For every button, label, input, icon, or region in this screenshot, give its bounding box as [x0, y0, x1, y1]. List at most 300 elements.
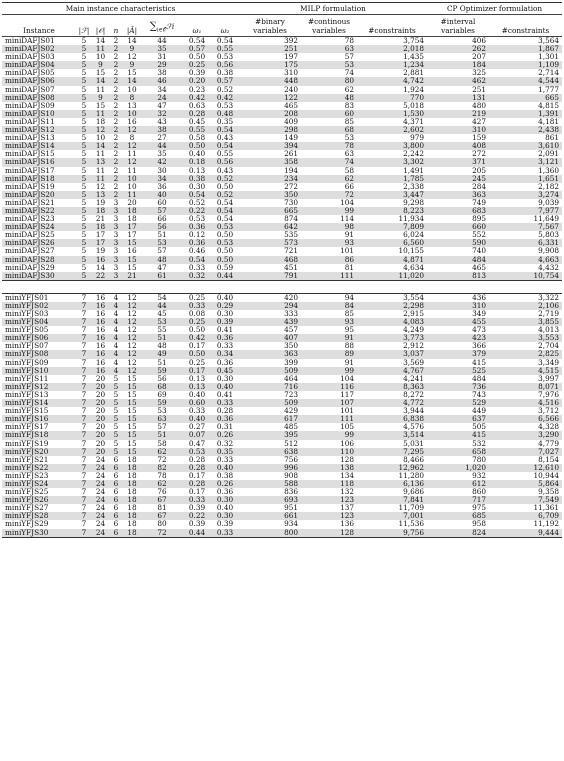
instance-name: miniYFJS19 [5, 439, 49, 448]
w2-value: 0.39 [211, 318, 239, 326]
F-count: 5 [76, 77, 92, 85]
instance-name: miniDAFJS15 [5, 150, 55, 159]
w1-value: 0.39 [188, 520, 206, 529]
O-count: 18 [95, 117, 106, 126]
interval-variables: 415 [427, 431, 489, 439]
w1-value: 0.57 [183, 45, 211, 53]
binary-variables: 451 [284, 263, 299, 272]
A-count: 10 [127, 182, 137, 191]
milp-constraints: 12,962 [357, 464, 427, 472]
sum-F: 81 [157, 504, 167, 513]
A-count: 18 [127, 471, 137, 480]
A-count: 9 [123, 61, 141, 69]
yfjs-section [2, 293, 562, 537]
n-value: 2 [109, 61, 123, 69]
w1-value: 0.33 [188, 407, 206, 416]
O-count: 22 [92, 272, 109, 281]
w2-value: 0.55 [216, 150, 234, 159]
instance-name: miniYFJS20 [2, 448, 76, 456]
continuous-variables: 95 [344, 326, 355, 335]
A-count: 10 [123, 110, 141, 118]
continuous-variables: 123 [301, 512, 357, 520]
w2-value: 0.36 [216, 488, 234, 497]
cp-constraints: 1,109 [489, 61, 562, 69]
w2-value: 0.33 [211, 529, 239, 538]
table-row [2, 77, 562, 85]
milp-constraints: 3,944 [403, 407, 425, 416]
n-value: 4 [113, 342, 119, 351]
sum-F: 29 [141, 61, 183, 69]
A-count: 16 [127, 117, 137, 126]
w2-value: 0.28 [216, 407, 234, 416]
w1-value: 0.39 [188, 69, 206, 78]
sum-F: 45 [157, 310, 167, 318]
F-count: 7 [81, 504, 87, 513]
w2-value: 0.52 [211, 175, 239, 183]
col-w2-label: ω₂ [220, 25, 230, 35]
cp-constraints: 7,027 [489, 448, 562, 456]
sum-F: 80 [157, 520, 167, 529]
F-count: 5 [81, 198, 87, 207]
O-count: 9 [92, 94, 109, 102]
A-count: 12 [123, 126, 141, 134]
cp-constraints: 7,567 [489, 223, 562, 231]
instance-name: miniYFJS30 [2, 529, 76, 538]
F-count: 7 [76, 334, 92, 342]
milp-constraints: 3,514 [357, 431, 427, 439]
w2-value: 0.56 [211, 158, 239, 166]
A-count: 15 [123, 383, 141, 391]
w1-value: 0.53 [183, 448, 211, 456]
interval-variables: 205 [472, 166, 487, 175]
O-count: 24 [92, 480, 109, 488]
continuous-variables: 99 [301, 431, 357, 439]
interval-variables: 415 [472, 358, 487, 367]
col-binary-variables [239, 15, 301, 37]
table-row [2, 472, 562, 480]
sum-F: 43 [157, 117, 167, 126]
cp-constraints: 6,331 [489, 239, 562, 247]
continuous-variables: 93 [301, 239, 357, 247]
F-count: 7 [81, 326, 87, 335]
interval-variables: 349 [472, 310, 487, 318]
A-count: 11 [127, 150, 137, 159]
binary-variables: 642 [239, 223, 301, 231]
instance-name: miniYFJS23 [5, 471, 49, 480]
instance-name: miniYFJS04 [2, 318, 76, 326]
cp-constraints: 3,997 [538, 374, 560, 383]
O-count: 18 [92, 223, 109, 231]
w2-value: 0.40 [211, 464, 239, 472]
milp-constraints: 8,466 [403, 455, 425, 464]
F-count: 7 [81, 471, 87, 480]
cp-constraints: 4,013 [538, 326, 560, 335]
F-count: 5 [81, 231, 87, 240]
continuous-variables: 68 [301, 126, 357, 134]
A-count: 18 [127, 215, 137, 224]
w2-value: 0.50 [216, 247, 234, 256]
cp-constraints: 5,803 [538, 231, 560, 240]
O-count: 20 [95, 407, 106, 416]
interval-variables: 366 [472, 342, 487, 351]
continuous-variables: 99 [301, 207, 357, 215]
A-count: 18 [123, 464, 141, 472]
continuous-variables: 114 [340, 215, 355, 224]
interval-variables: 207 [472, 53, 487, 62]
w1-value: 0.25 [183, 61, 211, 69]
continuous-variables: 60 [301, 110, 357, 118]
A-count: 12 [127, 310, 137, 318]
col-O-label: |𝒪| [95, 25, 106, 35]
table-row [2, 102, 562, 110]
milp-constraints: 1,234 [357, 61, 427, 69]
milp-constraints: 3,754 [403, 36, 425, 45]
w2-value: 0.54 [211, 142, 239, 150]
n-value: 5 [109, 383, 123, 391]
n-value: 3 [113, 263, 119, 272]
n-value: 5 [113, 423, 119, 432]
continuous-variables: 62 [301, 175, 357, 183]
interval-variables: 743 [472, 390, 487, 399]
cont-vars-line2: variables [312, 25, 346, 35]
w2-value: 0.34 [211, 350, 239, 358]
w2-value: 0.31 [216, 423, 234, 432]
group-header-milp: MILP formulation [239, 3, 427, 15]
instance-name: miniYFJS18 [2, 431, 76, 439]
continuous-variables: 118 [301, 480, 357, 488]
O-count: 11 [92, 175, 109, 183]
F-count: 7 [76, 464, 92, 472]
F-count: 5 [76, 239, 92, 247]
interval-variables: 480 [472, 101, 487, 110]
sum-F: 62 [141, 480, 183, 488]
table-header [2, 3, 562, 37]
binary-variables: 197 [284, 53, 299, 62]
w2-value: 0.52 [216, 85, 234, 94]
milp-constraints: 10,155 [398, 247, 425, 256]
n-value: 3 [109, 223, 123, 231]
continuous-variables: 85 [344, 310, 355, 318]
binary-variables: 509 [239, 367, 301, 375]
w1-value: 0.50 [188, 53, 206, 62]
milp-constraints: 8,223 [357, 207, 427, 215]
n-value: 2 [109, 126, 123, 134]
F-count: 7 [81, 374, 87, 383]
milp-constraints: 770 [357, 94, 427, 102]
milp-constraints: 1,491 [403, 166, 425, 175]
table-row [2, 375, 562, 383]
continuous-variables: 123 [301, 496, 357, 504]
sum-F: 69 [157, 390, 167, 399]
table-row [2, 464, 562, 472]
table-row [2, 158, 562, 166]
sum-F: 82 [141, 464, 183, 472]
interval-vars-line1: #interval [440, 17, 476, 27]
col-A-label: |Â| [126, 25, 138, 35]
A-count: 17 [127, 231, 137, 240]
A-count: 18 [127, 455, 137, 464]
table-row [2, 134, 562, 142]
cp-constraints: 3,322 [538, 293, 560, 302]
interval-variables: 683 [427, 207, 489, 215]
w2-value: 0.32 [216, 439, 234, 448]
milp-constraints: 7,001 [357, 512, 427, 520]
binary-variables: 464 [284, 374, 299, 383]
binary-variables: 661 [239, 512, 301, 520]
A-count: 15 [127, 390, 137, 399]
interval-variables: 465 [472, 263, 487, 272]
O-count: 20 [95, 423, 106, 432]
O-count: 24 [92, 512, 109, 520]
sum-F: 57 [157, 247, 167, 256]
sum-F: 51 [141, 431, 183, 439]
O-count: 10 [95, 134, 106, 143]
milp-constraints: 2,298 [357, 302, 427, 310]
table-row [2, 110, 562, 118]
instance-name: miniDAFJS26 [2, 239, 76, 247]
O-count: 24 [95, 471, 106, 480]
A-count: 15 [127, 439, 137, 448]
col-constraints-cp: #constraints [489, 15, 562, 37]
F-count: 7 [81, 358, 87, 367]
cp-constraints: 2,091 [538, 150, 560, 159]
interval-variables: 525 [427, 367, 489, 375]
F-count: 5 [76, 223, 92, 231]
n-value: 6 [113, 455, 119, 464]
sum-F: 60 [157, 198, 167, 207]
table-row [2, 293, 562, 302]
instance-name: miniYFJS13 [5, 390, 49, 399]
w1-value: 0.63 [188, 101, 206, 110]
A-count: 15 [127, 374, 137, 383]
n-value: 5 [109, 415, 123, 423]
F-count: 5 [76, 256, 92, 264]
interval-variables: 658 [427, 448, 489, 456]
instance-name: miniDAFJS19 [5, 182, 55, 191]
w2-value: 0.33 [216, 455, 234, 464]
w2-value: 0.54 [211, 207, 239, 215]
group-header-cp: CP Optimizer formulation [427, 3, 562, 15]
F-count: 5 [81, 215, 87, 224]
A-count: 15 [127, 263, 137, 272]
instance-name: miniDAFJS12 [2, 126, 76, 134]
A-count: 11 [127, 166, 137, 175]
cp-constraints: 7,976 [538, 390, 560, 399]
table-row [2, 504, 562, 512]
A-count: 15 [123, 448, 141, 456]
binary-variables: 934 [284, 520, 299, 529]
n-value: 3 [109, 272, 123, 281]
F-count: 5 [81, 69, 87, 78]
n-value: 2 [113, 85, 119, 94]
table-row [2, 215, 562, 223]
O-count: 16 [92, 302, 109, 310]
continuous-variables: 88 [344, 342, 355, 351]
w1-value: 0.18 [183, 158, 211, 166]
sum-F: 27 [157, 134, 167, 143]
interval-variables: 436 [472, 293, 487, 302]
w1-value: 0.54 [183, 256, 211, 264]
O-count: 11 [95, 85, 106, 94]
continuous-variables: 101 [340, 407, 355, 416]
binary-variables: 665 [239, 207, 301, 215]
cp-constraints: 10,944 [533, 471, 560, 480]
table-row [2, 272, 562, 281]
cp-constraints: 3,290 [489, 431, 562, 439]
continuous-variables: 137 [340, 504, 355, 513]
dafjs-section [2, 37, 562, 281]
interval-variables: 310 [427, 302, 489, 310]
instance-name: miniYFJS21 [5, 455, 49, 464]
sum-symbol: ∑ [149, 21, 157, 33]
sum-F: 66 [157, 215, 167, 224]
w1-value: 0.55 [183, 126, 211, 134]
milp-constraints: 979 [410, 134, 425, 143]
n-value: 5 [113, 374, 119, 383]
binary-variables: 395 [239, 431, 301, 439]
n-value: 2 [109, 45, 123, 53]
F-count: 5 [76, 94, 92, 102]
F-count: 7 [81, 520, 87, 529]
continuous-variables: 72 [301, 191, 357, 199]
continuous-variables: 134 [340, 471, 355, 480]
continuous-variables: 58 [344, 166, 355, 175]
milp-constraints: 1,924 [403, 85, 425, 94]
n-value: 5 [109, 431, 123, 439]
w1-value: 0.13 [188, 166, 206, 175]
w1-value: 0.12 [188, 231, 206, 240]
n-value: 4 [109, 318, 123, 326]
F-count: 5 [81, 117, 87, 126]
col-continuous-variables [301, 15, 357, 37]
milp-constraints: 7,809 [357, 223, 427, 231]
cp-constraints: 3,855 [489, 318, 562, 326]
table-row [2, 86, 562, 94]
separator-rule [2, 280, 562, 293]
interval-variables: 131 [427, 94, 489, 102]
O-count: 11 [92, 110, 109, 118]
interval-variables: 484 [472, 374, 487, 383]
n-value: 3 [113, 231, 119, 240]
col-w1-label: ω₁ [192, 25, 202, 35]
O-count: 16 [92, 350, 109, 358]
instance-name: miniYFJS12 [2, 383, 76, 391]
w2-value: 0.30 [211, 496, 239, 504]
F-count: 5 [81, 166, 87, 175]
A-count: 12 [123, 334, 141, 342]
instance-name: miniYFJS11 [5, 374, 49, 383]
interval-variables: 612 [427, 480, 489, 488]
A-count: 20 [127, 198, 137, 207]
n-value: 6 [113, 520, 119, 529]
table-row [2, 302, 562, 310]
w2-value: 0.44 [211, 272, 239, 281]
table-row [2, 207, 562, 215]
instance-name: miniDAFJS07 [5, 85, 55, 94]
w2-value: 0.43 [216, 134, 234, 143]
cp-constraints: 7,977 [489, 207, 562, 215]
instance-name: miniDAFJS04 [2, 61, 76, 69]
table-row [2, 239, 562, 247]
table-row [2, 456, 562, 464]
sum-F: 56 [157, 374, 167, 383]
sum-F: 32 [141, 110, 183, 118]
interval-variables: 685 [427, 512, 489, 520]
binary-variables: 399 [284, 358, 299, 367]
cp-constraints: 8,071 [489, 383, 562, 391]
milp-constraints: 1,530 [357, 110, 427, 118]
instance-name: miniYFJS07 [5, 342, 49, 351]
instance-name: miniDAFJS05 [5, 69, 55, 78]
cp-constraints: 9,908 [538, 247, 560, 256]
F-count: 5 [76, 158, 92, 166]
instance-name: miniDAFJS29 [5, 263, 55, 272]
interval-variables: 958 [472, 520, 487, 529]
w1-value: 0.30 [188, 182, 206, 191]
binary-variables: 298 [239, 126, 301, 134]
milp-constraints: 1,435 [403, 53, 425, 62]
A-count: 12 [123, 350, 141, 358]
w2-value: 0.33 [211, 399, 239, 407]
n-value: 6 [113, 504, 119, 513]
continuous-variables: 110 [301, 448, 357, 456]
milp-constraints: 6,560 [357, 239, 427, 247]
O-count: 20 [95, 439, 106, 448]
continuous-variables: 91 [301, 334, 357, 342]
w2-value: 0.36 [211, 334, 239, 342]
cp-constraints: 4,432 [538, 263, 560, 272]
milp-constraints: 2,881 [403, 69, 425, 78]
instance-name: miniDAFJS28 [2, 256, 76, 264]
binary-variables: 716 [239, 383, 301, 391]
w1-value: 0.60 [183, 399, 211, 407]
interval-variables: 245 [427, 175, 489, 183]
table-row [2, 440, 562, 448]
A-count: 18 [123, 529, 141, 538]
milp-constraints: 4,772 [357, 399, 427, 407]
table-row [2, 415, 562, 423]
instance-name: miniDAFJS20 [2, 191, 76, 199]
table-row [2, 61, 562, 69]
w2-value: 0.41 [216, 390, 234, 399]
F-count: 7 [76, 302, 92, 310]
n-value: 3 [109, 256, 123, 264]
F-count: 7 [76, 448, 92, 456]
cp-constraints: 3,274 [489, 191, 562, 199]
instance-name: miniYFJS17 [5, 423, 49, 432]
A-count: 12 [123, 302, 141, 310]
n-value: 4 [113, 293, 119, 302]
sum-F: 56 [141, 223, 183, 231]
table-row [2, 256, 562, 264]
O-count: 9 [92, 61, 109, 69]
binary-variables: 194 [284, 166, 299, 175]
F-count: 7 [76, 529, 92, 538]
cp-constraints: 4,663 [489, 256, 562, 264]
A-count: 12 [123, 367, 141, 375]
n-value: 6 [109, 512, 123, 520]
w1-value: 0.40 [183, 415, 211, 423]
F-count: 5 [81, 182, 87, 191]
cp-constraints: 4,516 [489, 399, 562, 407]
milp-constraints: 9,686 [403, 488, 425, 497]
interval-variables: 379 [427, 350, 489, 358]
A-count: 12 [123, 158, 141, 166]
instance-name: miniYFJS25 [5, 488, 49, 497]
continuous-variables: 53 [301, 61, 357, 69]
interval-variables: 749 [472, 198, 487, 207]
table-row [2, 45, 562, 53]
